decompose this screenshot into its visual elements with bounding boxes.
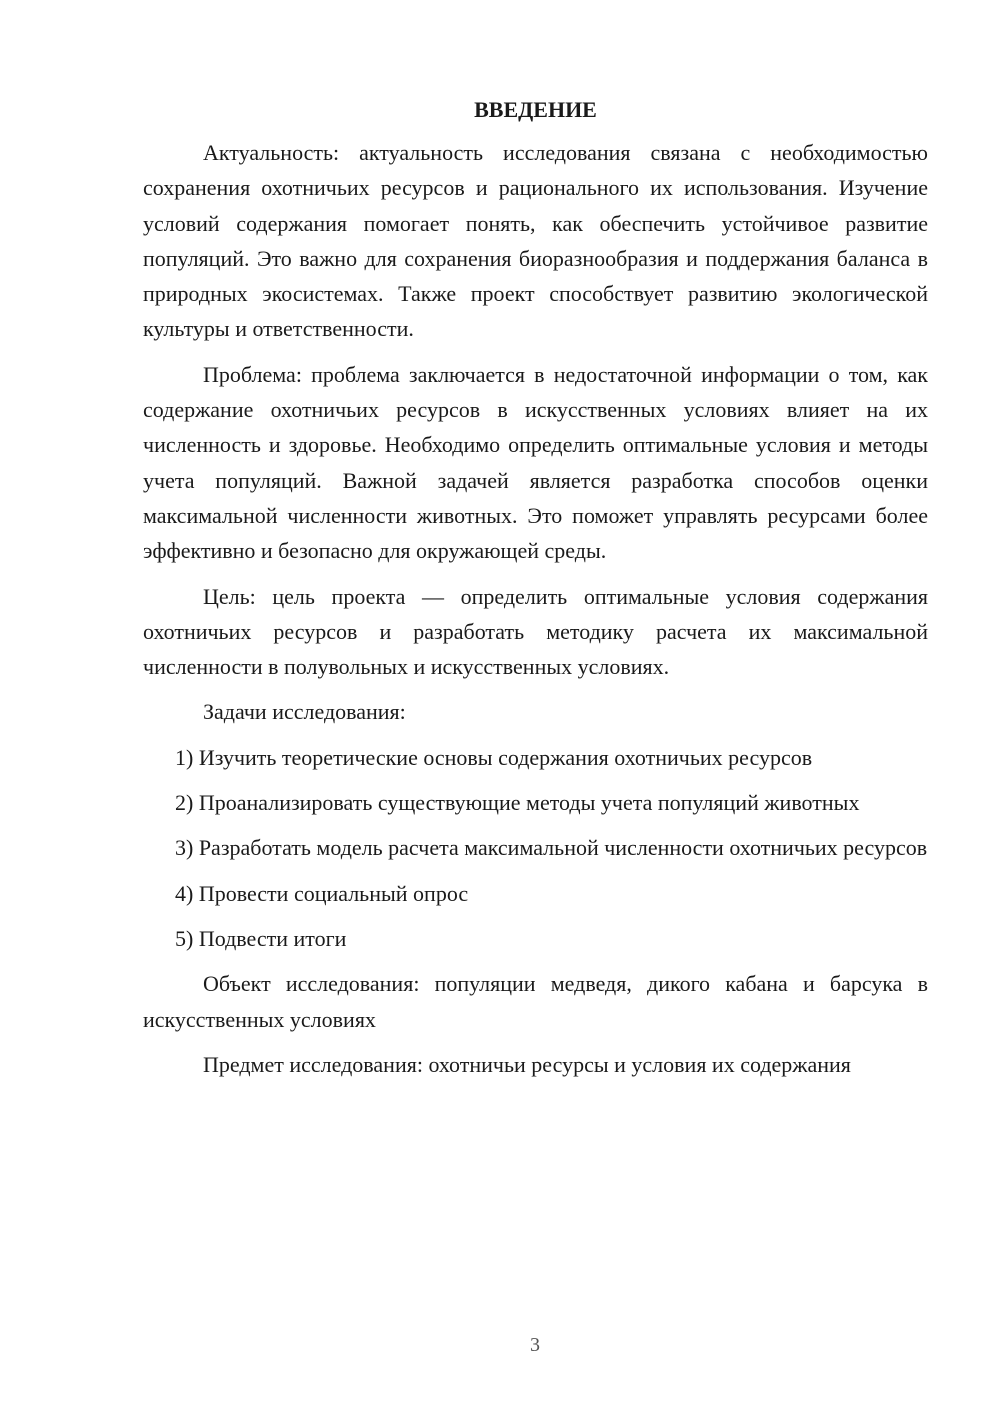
goal-paragraph: Цель: цель проекта — определить оптимальные условия содержания охотничьих ресурсов и разработать методику расчета их максимальной численности в полувольных и искусственных условиях. — [143, 583, 928, 680]
task-item: 2) Проанализировать существующие методы учета популяций животных — [175, 790, 860, 816]
task-item: 4) Провести социальный опрос — [175, 880, 469, 906]
section-heading: ВВЕДЕНИЕ — [474, 97, 597, 122]
page-number: 3 — [530, 1334, 540, 1356]
task-item: 1) Изучить теоретические основы содержания охотничьих ресурсов — [175, 744, 813, 770]
tasks-title: Задачи исследования: — [203, 699, 406, 725]
document-page — [143, 95, 928, 1082]
relevance-paragraph: Актуальность: актуальность исследования связана с необходимостью сохранения охотничьих ресурсов и рационального их использования. Изучение условий содержания помогает понять, как обеспечить устойчивое развитие популяций. Это важно для сохранения биоразнообразия и поддержания баланса в природных экосистемах. Также проект способствует развитию экологической культуры и ответственности. — [143, 140, 928, 342]
subject-paragraph: Предмет исследования: охотничьи ресурсы и условия их содержания — [203, 1051, 851, 1077]
task-item: 5) Подвести итоги — [175, 925, 347, 951]
problem-paragraph: Проблема: проблема заключается в недостаточной информации о том, как содержание охотничьих ресурсов в искусственных условиях влияет на их численность и здоровье. Необходимо определить оптимальные условия и методы учета популяций. Важной задачей является разработка способов оценки максимальной численности животных. Это поможет управлять ресурсами более эффективно и безопасно для окружающей среды. — [143, 361, 928, 564]
task-item: 3) Разработать модель расчета максимальной численности охотничьих ресурсов — [175, 835, 928, 861]
object-paragraph: Объект исследования: популяции медведя, дикого кабана и барсука в искусственных условиях — [143, 971, 928, 1032]
